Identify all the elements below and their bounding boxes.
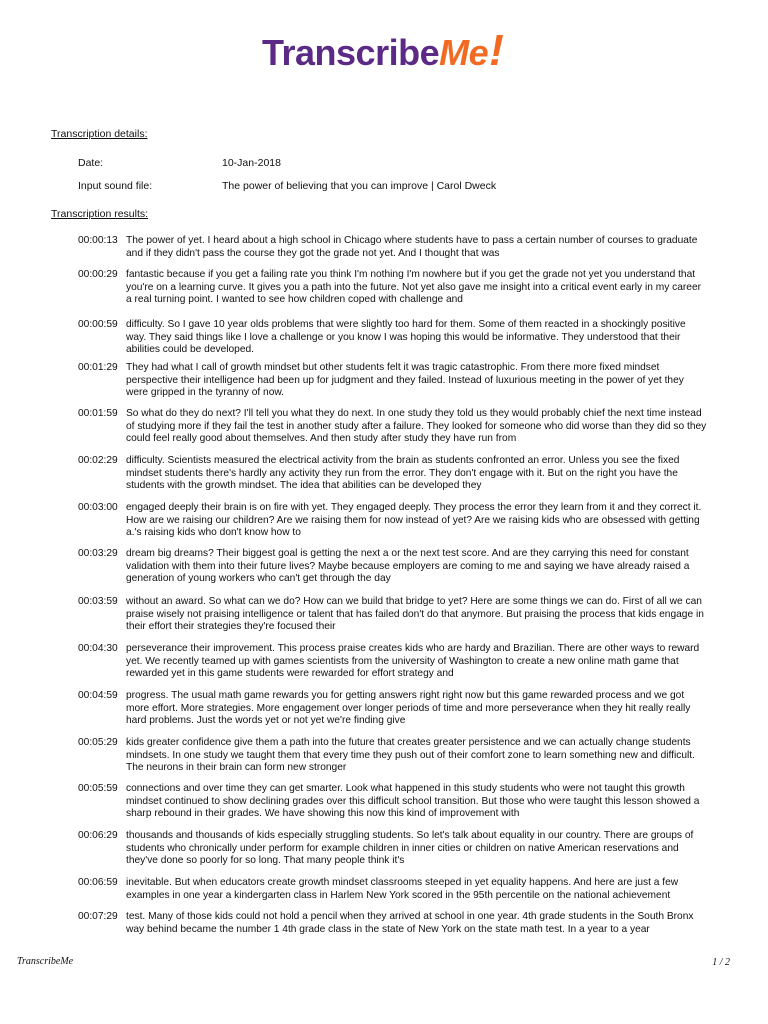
- transcript-text: test. Many of those kids could not hold a pencil when they arrived at school in one year. 4th grade students in the South Bronx way behind became the number 1 4th grade class in the state of New York on the state math test. In a year to a year: [126, 911, 694, 935]
- transcript-text: dream big dreams? Their biggest goal is getting the next a or the next test score. And are they carrying this need for constant validation with them into their future lives? Maybe because employers are coming to me and saying we have already raised a generation of young workers who can't get through the day: [126, 548, 690, 584]
- date-value: 10-Jan-2018: [222, 157, 281, 169]
- timestamp: 00:00:29: [78, 269, 118, 280]
- transcript-text: difficulty. So I gave 10 year olds problems that were slightly too hard for them. Some of them reacted in a shockingly positive way. They said things like I love a challenge or you know I was hoping this would be informative. They understood that their abilities could be developed.: [126, 319, 686, 355]
- logo-exclamation: !: [489, 26, 504, 75]
- transcript-text: The power of yet. I heard about a high school in Chicago where students have to pass a certain number of courses to graduate and if they didn't pass the course they got the grade not yet. And I thought that was: [126, 235, 698, 259]
- transcript-text: fantastic because if you get a failing rate you think I'm nothing I'm nowhere but if you get the grade not yet you understand that you're on a learning curve. It gives you a path into the future. Not yet also gave me insight into a critical event early in my career a real turning point. I wanted to see how children coped with challenge and: [126, 269, 702, 305]
- date-row: [78, 157, 281, 169]
- timestamp: 00:05:59: [78, 783, 118, 794]
- timestamp: 00:05:29: [78, 737, 118, 748]
- timestamp: 00:01:29: [78, 362, 118, 373]
- transcript-text: connections and over time they can get smarter. Look what happened in this study students who were not taught this growth mindset continued to show declining grades over this difficult school transition. But those who were taught this lesson showed a sharp rebound in their grades. We have showing this now this kind of improvement with: [126, 783, 700, 819]
- transcribeme-logo: [262, 26, 503, 82]
- transcript-text: kids greater confidence give them a path into the future that creates greater persistence and we can actually change students mindsets. In one study we taught them that every time they push out of their comfort zone to learn something new and difficult. The neurons in their brain can form new stronger: [126, 737, 695, 773]
- timestamp: 00:01:59: [78, 408, 118, 419]
- transcript-text: without an award. So what can we do? How can we build that bridge to yet? Here are some things we can do. First of all we can praise wisely not praising intelligence or talent that has failed don't do that anymore. But praising the process that kids engage in their effort their strategies they're focused their: [126, 596, 704, 632]
- input-file-label: Input sound file:: [78, 180, 153, 192]
- input-file-row: [78, 180, 497, 192]
- transcript-text: inevitable. But when educators create growth mindset classrooms steeped in yet equality happens. And here are just a few examples in one year a kindergarten class in Harlem New York scored in the 95th percentile on the national achievement: [126, 877, 679, 901]
- timestamp: 00:00:59: [78, 319, 118, 330]
- logo-text-me: Me: [439, 32, 489, 73]
- transcript-text: progress. The usual math game rewards you for getting answers right right now but this game rewarded process and we got more effort. More strategies. More engagement over longer periods of time and more perseverance when they hit really really hard problems. Just the words yet or not yet we're finding give: [126, 690, 691, 726]
- footer-brand: TranscribeMe: [17, 956, 74, 967]
- logo-text-transcribe: Transcribe: [262, 32, 440, 73]
- transcription-results-heading: Transcription results:: [51, 208, 149, 220]
- date-label: Date:: [78, 157, 104, 169]
- transcript-text: So what do they do next? I'll tell you what they do next. In one study they told us they would probably chief the next time instead of studying more if they fail the test in another study after a failure. They looked for someone who did worse than they did so they could feel really good about themselves. And then study after study they have run from: [126, 408, 707, 444]
- input-file-value: The power of believing that you can improve | Carol Dweck: [222, 180, 497, 192]
- timestamp: 00:03:29: [78, 548, 118, 559]
- timestamp: 00:06:59: [78, 877, 118, 888]
- timestamp: 00:03:59: [78, 596, 118, 607]
- timestamp: 00:04:59: [78, 690, 118, 701]
- page-number: 1 / 2: [712, 957, 730, 968]
- transcript-text: difficulty. Scientists measured the electrical activity from the brain as students confronted an error. Unless you see the fixed mindset students there's hardly any activity they run from the error. They don't engage with it. But on the right you have the students with the growth mindset. The idea that abilities can be developed they: [126, 455, 680, 491]
- timestamp: 00:06:29: [78, 830, 118, 841]
- timestamp: 00:03:00: [78, 502, 118, 513]
- transcript-text: perseverance their improvement. This process praise creates kids who are hardy and Brazilian. There are other ways to reward yet. We recently teamed up with games scientists from the university of Washington to create a new online math game that rewarded yet in this game students were rewarded for effort strategy and: [126, 643, 700, 679]
- transcript-text: They had what I call of growth mindset but other students felt it was tragic catastrophic. From there more fixed mindset perspective their intelligence had been up for judgment and they failed. Instead of luxurious meeting in the power of yet they were gripped in the tyranny of now.: [126, 362, 684, 398]
- timestamp: 00:02:29: [78, 455, 118, 466]
- transcript-text: thousands and thousands of kids especially struggling students. So let's talk about equality in our country. There are groups of students who chronically under perform for example children in inner cities or children on native American reservations and they've done so poorly for so long. That many people think it's: [126, 830, 694, 866]
- timestamp: 00:00:13: [78, 235, 118, 246]
- transcription-details-heading: Transcription details:: [51, 128, 148, 140]
- transcript-text: engaged deeply their brain is on fire with yet. They engaged deeply. They process the error they learn from it and they correct it. How are we raising our children? Are we raising them for now instead of yet? Are we raising kids who are obsessed with getting a.'s raising kids who don't know how to: [126, 502, 702, 538]
- timestamp: 00:07:29: [78, 911, 118, 922]
- timestamp: 00:04:30: [78, 643, 118, 654]
